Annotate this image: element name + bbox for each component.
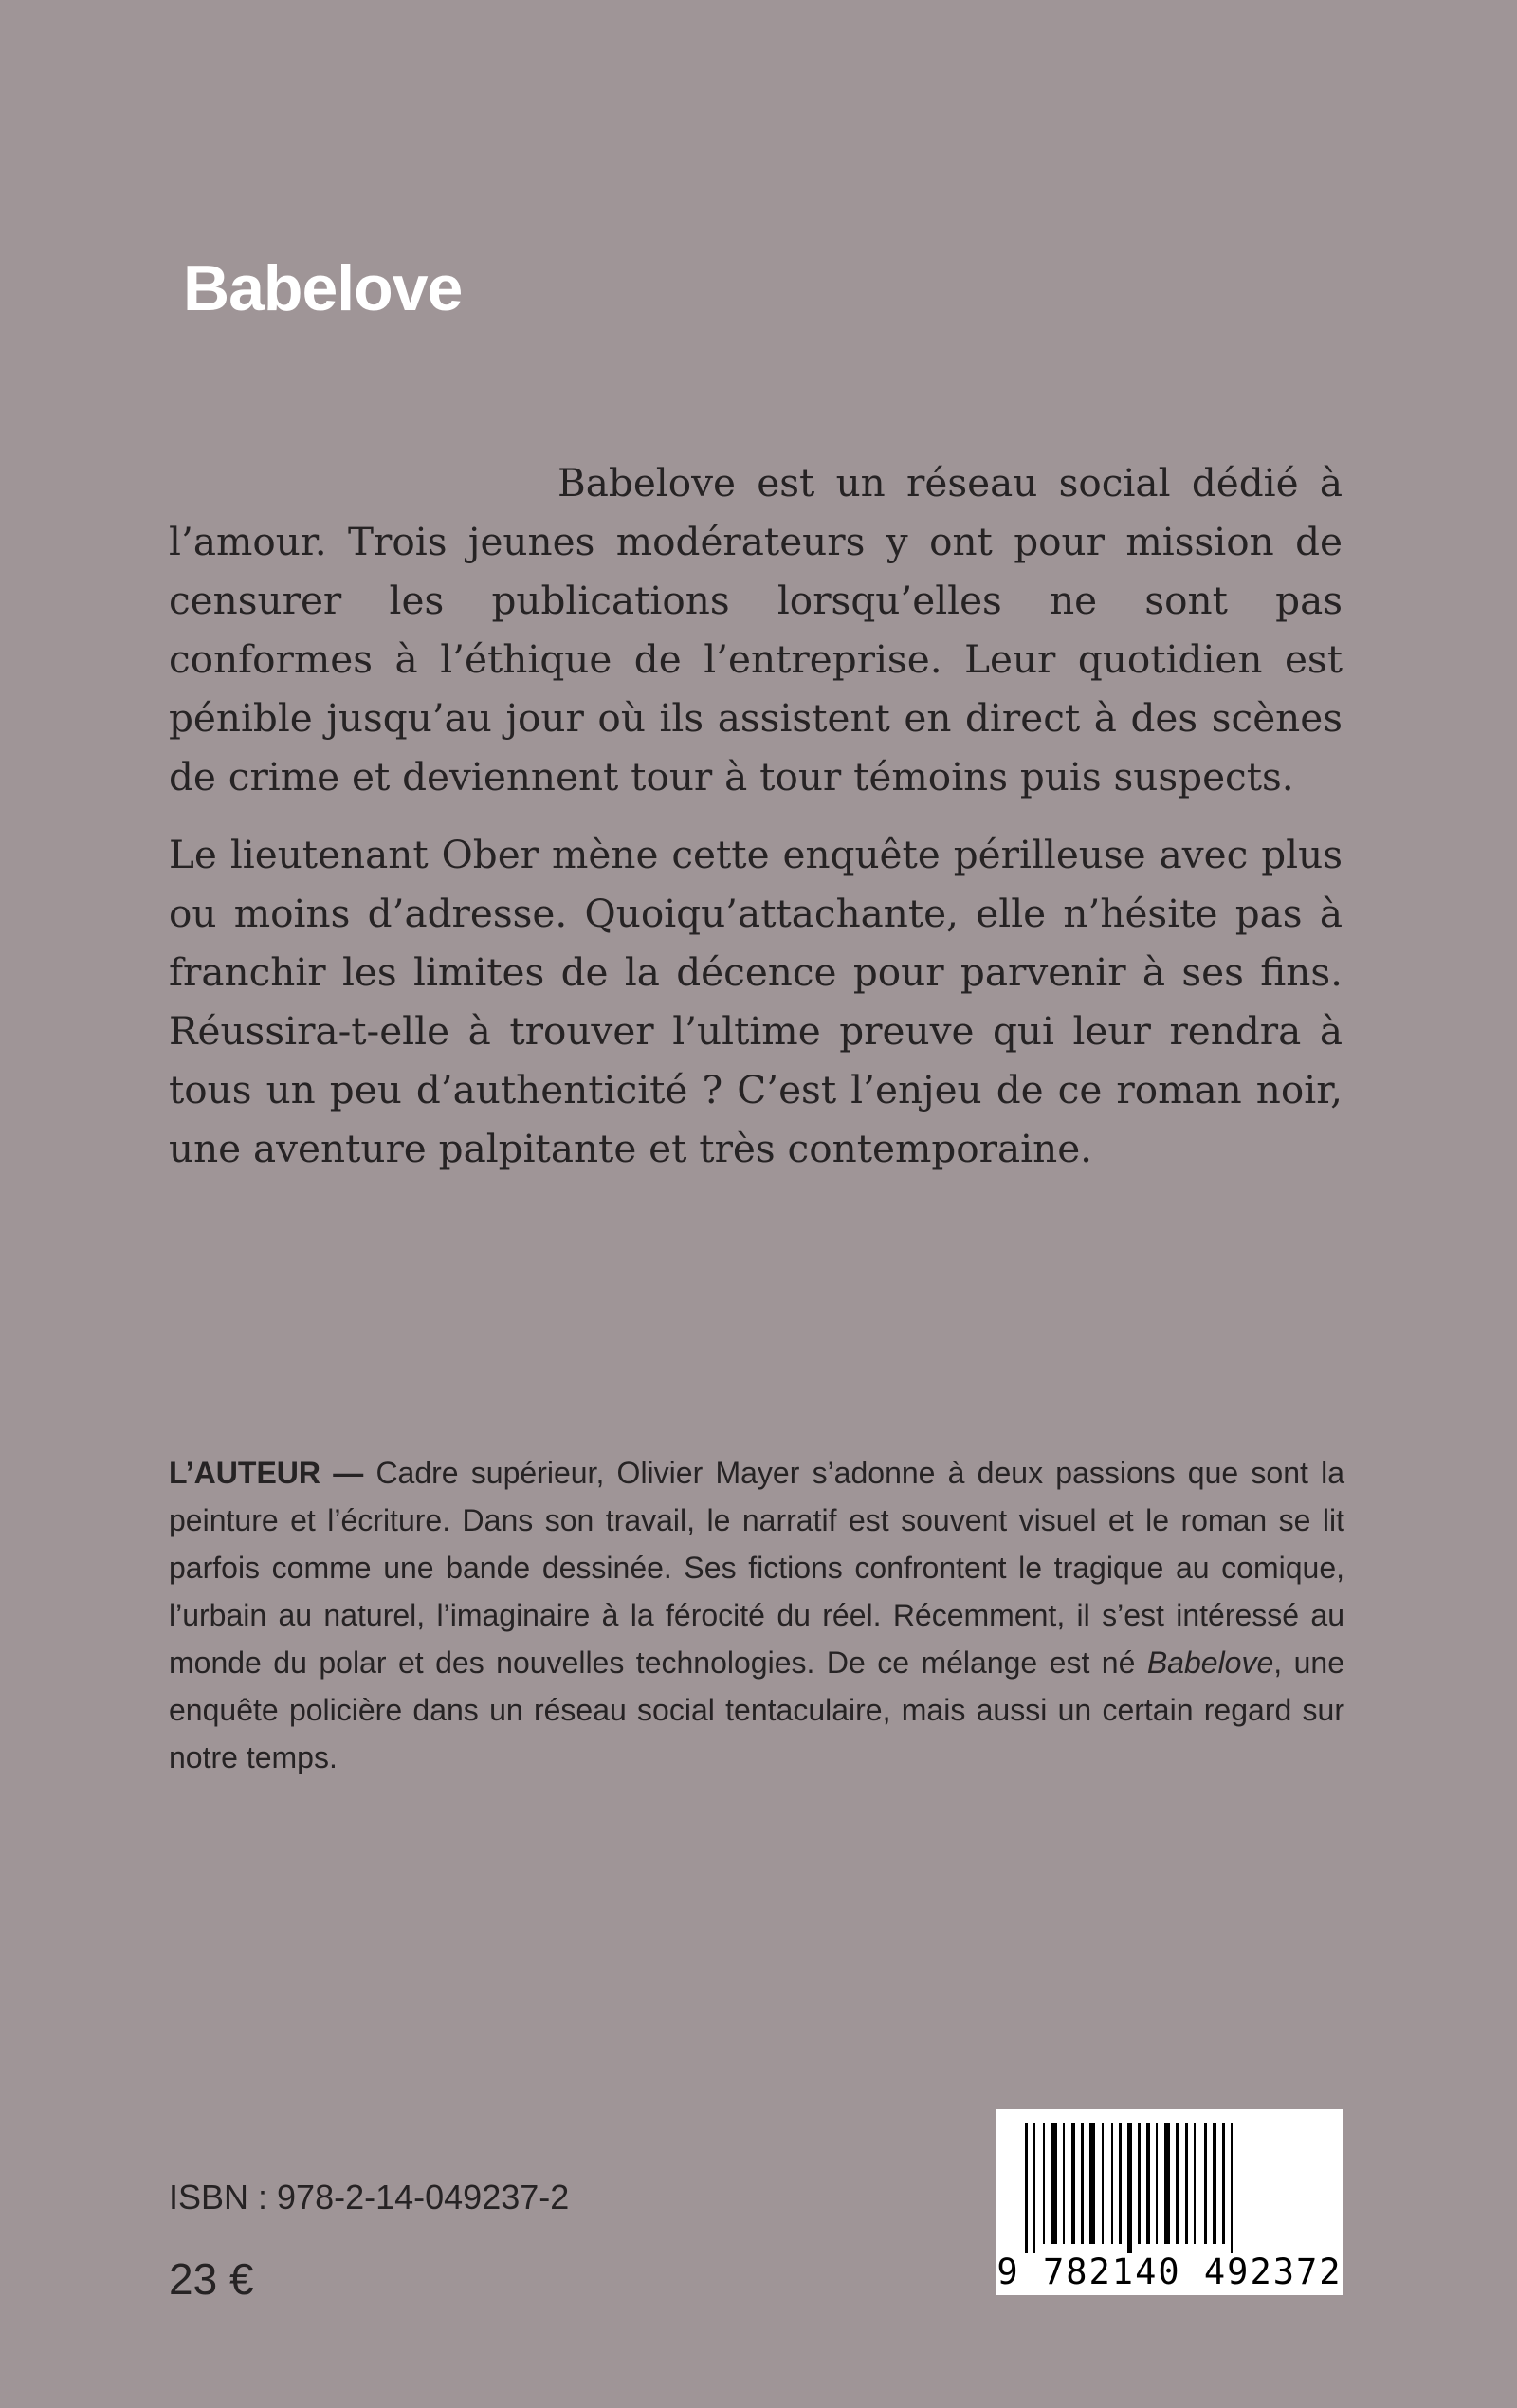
barcode-bar [1194, 2123, 1196, 2244]
blurb-paragraph-1: Babelove est un réseau social dédié à l’amour. Trois jeunes modérateurs y ont pour mission de censurer les publications lorsqu’elles ne sont pas conformes à l’éthique de l’entreprise. Leur quotidien est pénible jusqu’au jour où ils assistent en direct à des scènes de crime et deviennent tour à tour témoins puis suspects. [169, 460, 1343, 800]
author-dash: — [333, 1456, 364, 1490]
barcode-bar [1213, 2123, 1216, 2244]
barcode-bar [1138, 2123, 1141, 2244]
barcode-bar [1176, 2123, 1179, 2244]
barcode-bar [1111, 2123, 1113, 2244]
author-text-after: , une enquête policière dans un réseau social tentaculaire, mais aussi un certain regard sur notre temps. [169, 1645, 1344, 1774]
author-text-before: Cadre supérieur, Olivier Mayer s’adonne à deux passions que sont la peinture et l’écriture. Dans son travail, le narratif est souvent visuel et le roman se lit parfois comme une bande dessinée. Ses fictions confrontent le tragique au comique, l’urbain au naturel, l’imaginaire à la férocité du réel. Récemment, il s’est intéressé au monde du polar et des nouvelles technologies. De ce mélange est né [169, 1456, 1345, 1680]
barcode-bar [1071, 2123, 1075, 2244]
barcode-digits: 9 782140 492372 [996, 2252, 1343, 2292]
author-label: L’AUTEUR [169, 1456, 320, 1490]
blurb [169, 453, 1343, 1178]
author-bio [169, 1449, 1344, 1781]
barcode-bar [1033, 2123, 1035, 2253]
isbn: ISBN : 978-2-14-049237-2 [169, 2178, 570, 2216]
barcode-bar [1025, 2123, 1028, 2253]
barcode-bar [1063, 2123, 1065, 2244]
price: 23 € [169, 2254, 254, 2304]
barcode-bar [1164, 2123, 1170, 2244]
barcode-bar [1222, 2123, 1225, 2244]
barcode [996, 2109, 1343, 2295]
barcode-bar [1185, 2123, 1188, 2244]
barcode-bar [1051, 2123, 1057, 2244]
barcode-bar [1089, 2123, 1095, 2244]
barcode-bar [1043, 2123, 1045, 2244]
blurb-paragraph-2: Le lieutenant Ober mène cette enquête périlleuse avec plus ou moins d’adresse. Quoiqu’attachante, elle n’hésite pas à franchir les limites de la décence pour parvenir à ses fins. Réussira-t-elle à trouver l’ultime preuve qui leur rendra à tous un peu d’authenticité ? C’est l’enjeu de ce roman noir, une aventure palpitante et très contemporaine. [169, 832, 1343, 1171]
barcode-bar [1119, 2123, 1122, 2244]
barcode-bar [1231, 2123, 1233, 2253]
barcode-bar [1204, 2123, 1207, 2244]
barcode-bar [1146, 2123, 1150, 2244]
barcode-bar [1156, 2123, 1158, 2244]
author-book-title: Babelove [1146, 1645, 1274, 1680]
book-title: Babelove [183, 252, 463, 324]
barcode-bar [1081, 2123, 1084, 2244]
barcode-bar [1127, 2123, 1132, 2253]
barcode-bar [1102, 2123, 1104, 2244]
